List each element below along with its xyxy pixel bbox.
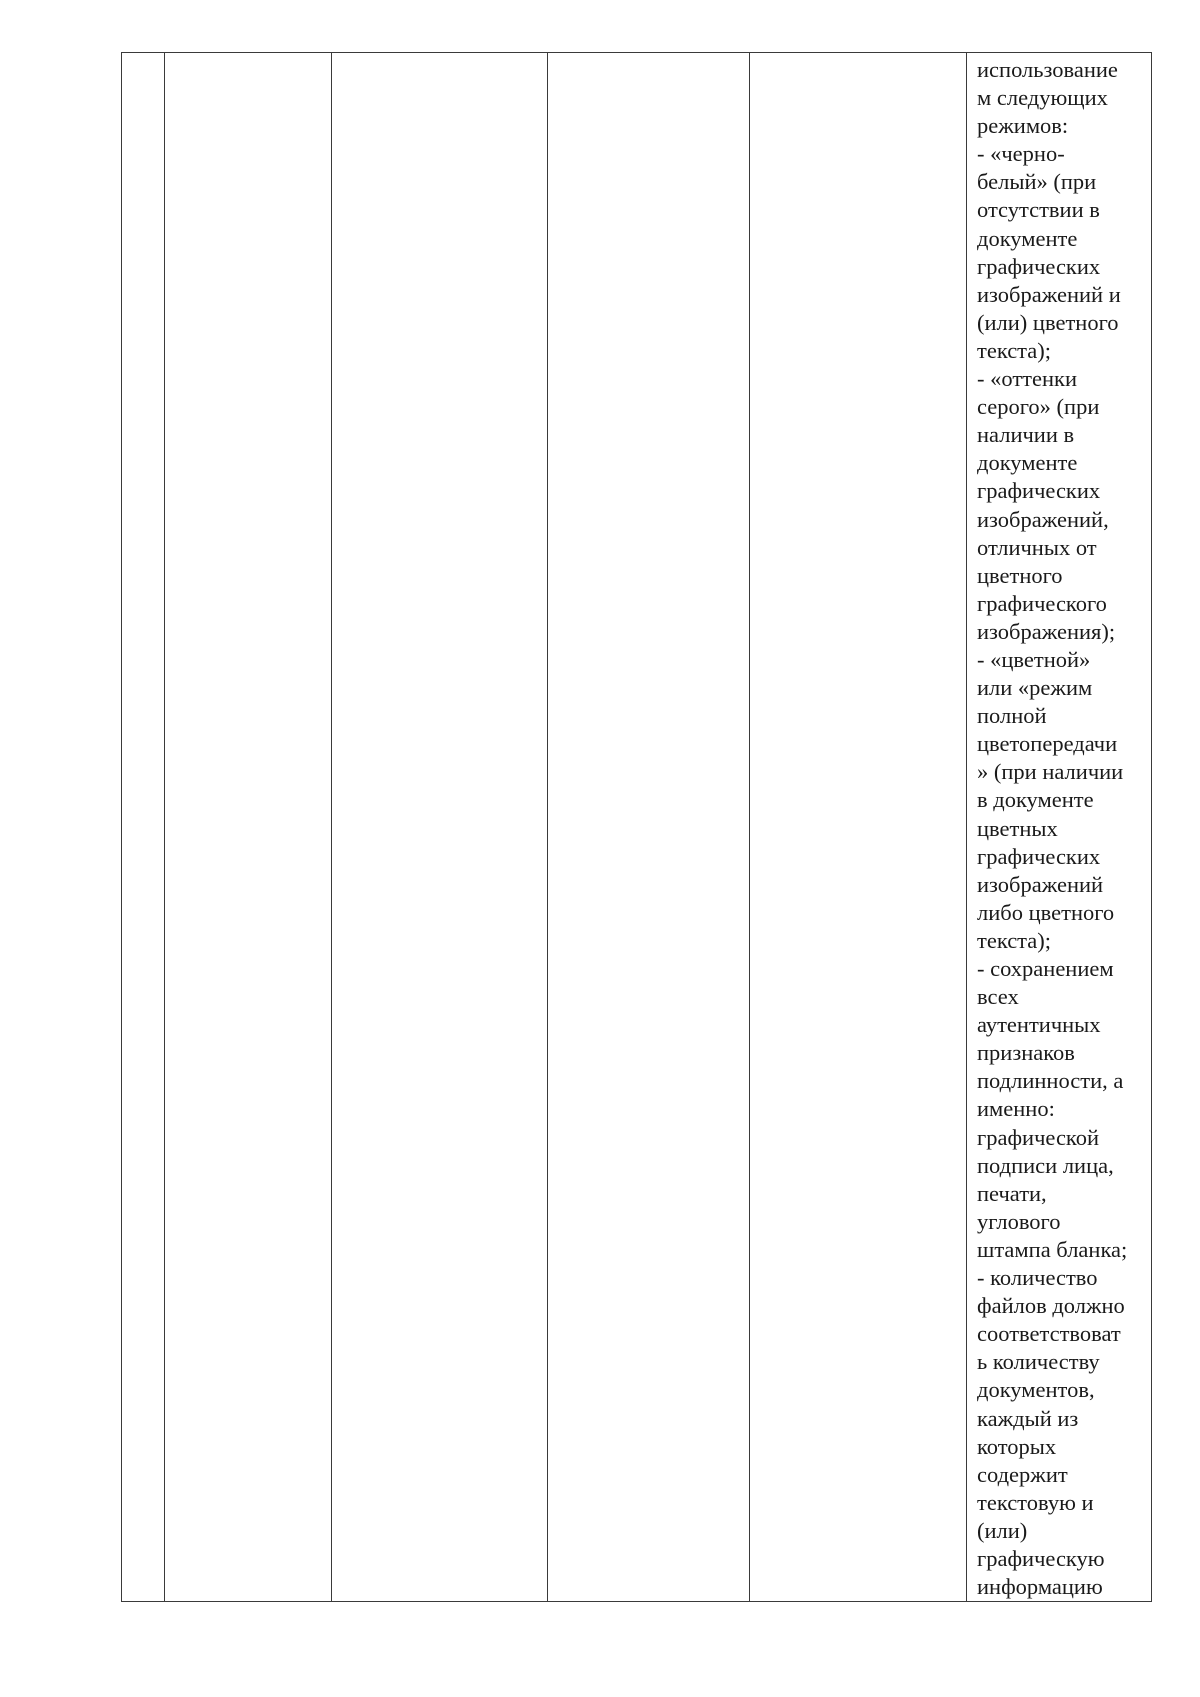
text-line: - «оттенки (977, 366, 1077, 392)
text-line: графическую (977, 1545, 1105, 1571)
text-line: графических (977, 253, 1101, 279)
document-table (121, 52, 1152, 1602)
text-line: содержит (977, 1461, 1068, 1487)
text-line: информацию (977, 1574, 1103, 1600)
table-cell-col-3 (332, 53, 548, 1602)
text-line: » (при наличии (977, 759, 1124, 785)
text-line: белый» (при (977, 169, 1097, 195)
text-line: графического (977, 590, 1107, 616)
text-line: всех (977, 984, 1019, 1010)
text-line: отсутствии в (977, 197, 1100, 223)
text-line: (или) цветного (977, 309, 1119, 335)
text-line: в документе (977, 787, 1094, 813)
text-line: текста); (977, 337, 1052, 363)
text-line: графических (977, 478, 1101, 504)
text-line: использование (977, 57, 1118, 82)
text-line: - «цветной» (977, 646, 1091, 672)
text-line: изображений, (977, 506, 1109, 532)
table-row (122, 53, 1152, 1602)
text-line: - сохранением (977, 956, 1114, 981)
text-line: наличии в (977, 422, 1075, 448)
text-line: (или) (977, 1517, 1028, 1543)
text-line: цветного (977, 562, 1063, 588)
text-line: полной (977, 703, 1047, 729)
text-line: подлинности, а (977, 1068, 1124, 1094)
table-cell-col-2 (165, 53, 332, 1602)
text-line: текстовую и (977, 1489, 1094, 1515)
text-line: или «режим (977, 675, 1093, 701)
text-line: ь количеству (977, 1349, 1100, 1375)
text-line: углового (977, 1208, 1061, 1234)
text-line: м следующих (977, 85, 1108, 111)
text-line: цветных (977, 815, 1058, 841)
text-line: именно: (977, 1096, 1055, 1122)
text-line: подписи лица, (977, 1152, 1114, 1178)
text-line: графических (977, 843, 1101, 869)
text-line: отличных от (977, 534, 1097, 560)
table-cell-col-1 (122, 53, 165, 1602)
text-line: изображений (977, 871, 1104, 897)
text-line: цветопередачи (977, 731, 1118, 757)
text-line: - «черно- (977, 141, 1065, 167)
text-line: аутентичных (977, 1012, 1101, 1038)
text-line: каждый из (977, 1405, 1079, 1431)
text-line: текста); (977, 927, 1052, 953)
text-line: - количество (977, 1265, 1098, 1291)
text-line: которых (977, 1433, 1057, 1459)
cell-text (977, 56, 1145, 1601)
text-line: изображения); (977, 618, 1116, 644)
text-line: соответствоват (977, 1321, 1121, 1347)
text-line: режимов: (977, 113, 1069, 139)
text-line: серого» (при (977, 394, 1100, 420)
text-line: графической (977, 1124, 1100, 1150)
text-line: изображений и (977, 281, 1121, 307)
text-line: документов, (977, 1377, 1095, 1403)
text-line: документе (977, 450, 1078, 476)
table-cell-col-4 (548, 53, 750, 1602)
text-line: штампа бланка; (977, 1236, 1128, 1262)
text-line: документе (977, 225, 1078, 251)
table-cell-col-6 (967, 53, 1152, 1602)
text-line: либо цветного (977, 899, 1115, 925)
text-line: файлов должно (977, 1293, 1125, 1319)
table-cell-col-5 (750, 53, 967, 1602)
text-line: признаков (977, 1040, 1075, 1066)
text-line: печати, (977, 1180, 1047, 1206)
